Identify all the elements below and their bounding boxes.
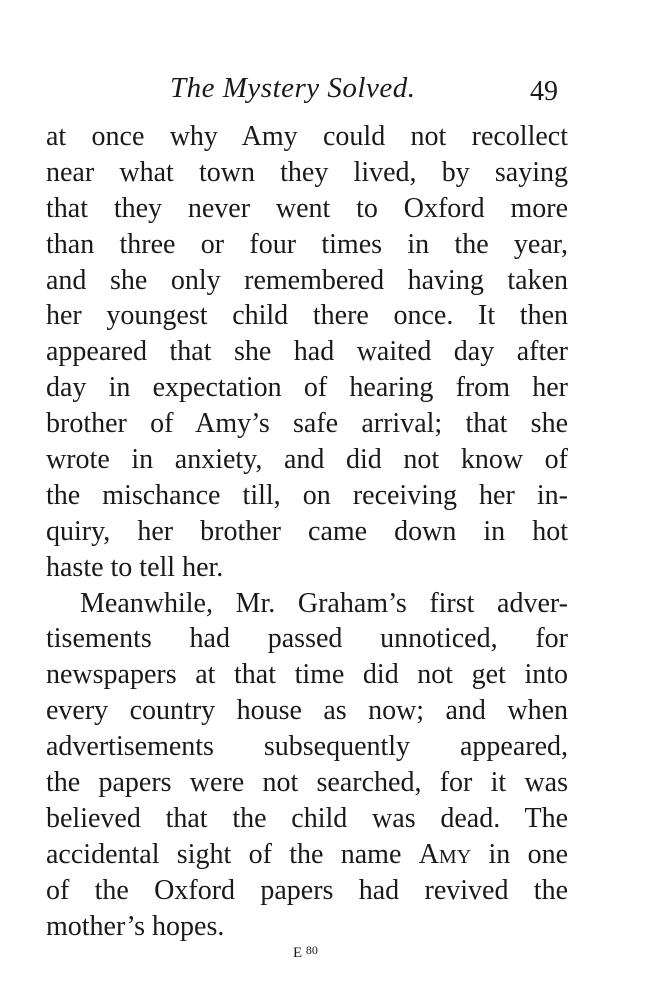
text-line: appeared that she had waited day after [46,336,568,368]
text-line: every country house as now; and when [46,695,568,727]
name-small-caps: Amy [418,838,472,870]
text-line: that they never went to Oxford more [46,192,568,224]
text-line: quiry, her brother came down in hot [46,515,568,547]
body-text [46,119,568,944]
running-head [0,72,653,112]
text-line: mother’s hopes. [46,910,225,942]
text-line: at once why Amy could not recollect [46,121,568,152]
text-line: brother of Amy’s safe arrival; that she [46,408,568,440]
line-end: in one [488,838,569,870]
text-line: day in expectation of hearing from her [46,372,568,404]
text-line-with-name [46,837,568,873]
line-start: accidental sight of the name [46,838,402,870]
text-line: and she only remembered having taken [46,264,568,296]
text-line: of the Oxford papers had revived the [46,874,568,906]
text-line: wrote in anxiety, and did not know of [46,444,568,476]
text-line: near what town they lived, by saying [46,156,568,188]
text-line: haste to tell her. [46,551,224,583]
text-line: newspapers at that time did not get into [46,659,568,691]
text-line: than three or four times in the year, [46,228,568,260]
text-line: advertisements subsequently appeared, [46,731,568,763]
text-line: tisements had passed unnoticed, for [46,623,568,655]
running-title: The Mystery Solved. [170,72,416,104]
signature-letter: E [293,945,303,961]
text-line: Meanwhile, Mr. Graham’s first adver- [80,587,568,619]
text-line: her youngest child there once. It then [46,300,568,332]
text-line: believed that the child was dead. The [46,802,568,834]
text-line: the papers were not searched, for it was [46,767,568,799]
page-number: 49 [530,76,558,107]
text-line: the mischance till, on receiving her in- [46,479,568,511]
signature-mark [293,945,318,962]
signature-number: 80 [305,943,318,957]
